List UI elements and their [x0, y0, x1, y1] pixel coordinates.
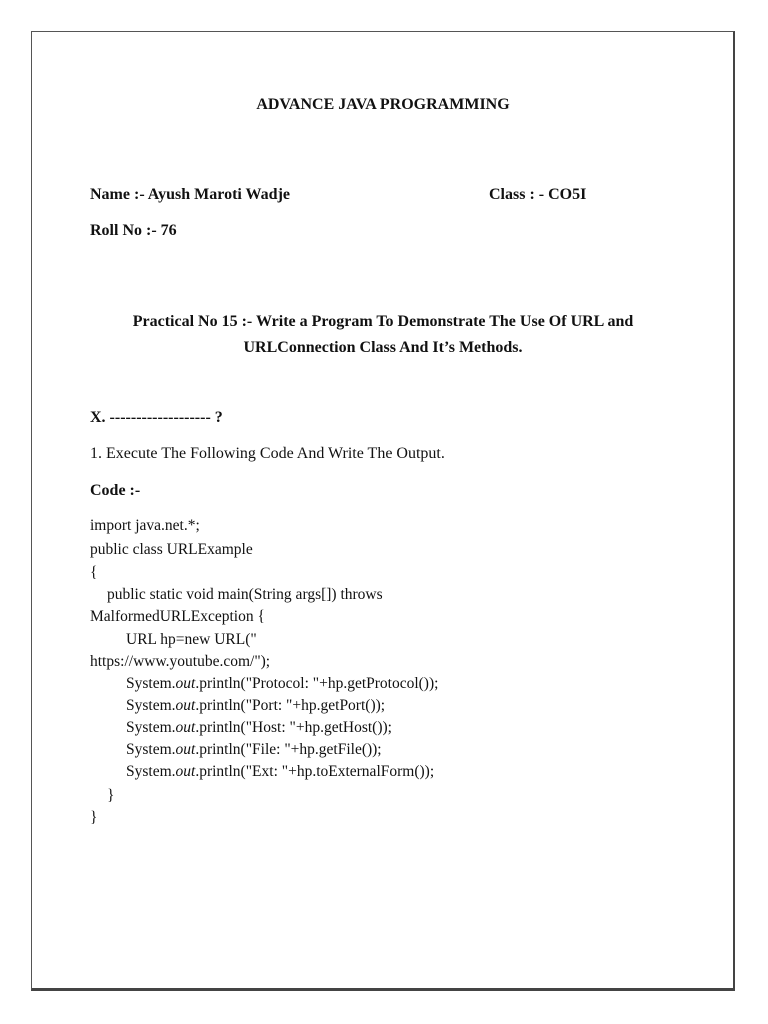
code-line	[126, 718, 392, 738]
code-out: out	[175, 697, 196, 714]
code-line	[126, 674, 438, 694]
code-system: System.	[126, 719, 176, 736]
student-class: Class : - CO5I	[489, 186, 587, 203]
code-line: public class URLExample	[90, 541, 253, 558]
code-line: public static void main(String args[]) throws	[107, 586, 383, 603]
code-println: .println("File: "+hp.getFile());	[195, 741, 382, 758]
code-out: out	[175, 741, 196, 758]
code-line: }	[107, 787, 115, 804]
code-system: System.	[126, 763, 176, 780]
code-line	[126, 740, 382, 760]
code-line: }	[90, 809, 98, 826]
question-text: 1. Execute The Following Code And Write The Output.	[90, 445, 445, 462]
code-line: URL hp=new URL("	[126, 631, 257, 648]
roll-number: Roll No :- 76	[90, 222, 177, 239]
code-line: MalformedURLException {	[90, 608, 265, 625]
code-line: import java.net.*;	[90, 517, 200, 534]
document-title: ADVANCE JAVA PROGRAMMING	[256, 96, 510, 113]
code-system: System.	[126, 675, 176, 692]
code-out: out	[175, 675, 196, 692]
practical-title-line-2: URLConnection Class And It’s Methods.	[243, 339, 523, 356]
code-line: https://www.youtube.com/");	[90, 653, 271, 670]
section-heading: X. ------------------- ?	[90, 409, 223, 426]
code-out: out	[175, 763, 196, 780]
code-system: System.	[126, 741, 176, 758]
code-println: .println("Ext: "+hp.toExternalForm());	[195, 763, 435, 780]
code-println: .println("Port: "+hp.getPort());	[195, 697, 386, 714]
code-line	[126, 696, 385, 716]
code-line: {	[90, 564, 98, 581]
student-name: Name :- Ayush Maroti Wadje	[90, 186, 290, 203]
code-println: .println("Host: "+hp.getHost());	[195, 719, 392, 736]
code-line	[126, 762, 434, 782]
practical-title-line-1: Practical No 15 :- Write a Program To Demonstrate The Use Of URL and	[132, 313, 634, 330]
code-out: out	[175, 719, 196, 736]
page-border	[31, 31, 735, 991]
code-system: System.	[126, 697, 176, 714]
code-println: .println("Protocol: "+hp.getProtocol());	[195, 675, 439, 692]
code-label: Code :-	[90, 482, 141, 499]
